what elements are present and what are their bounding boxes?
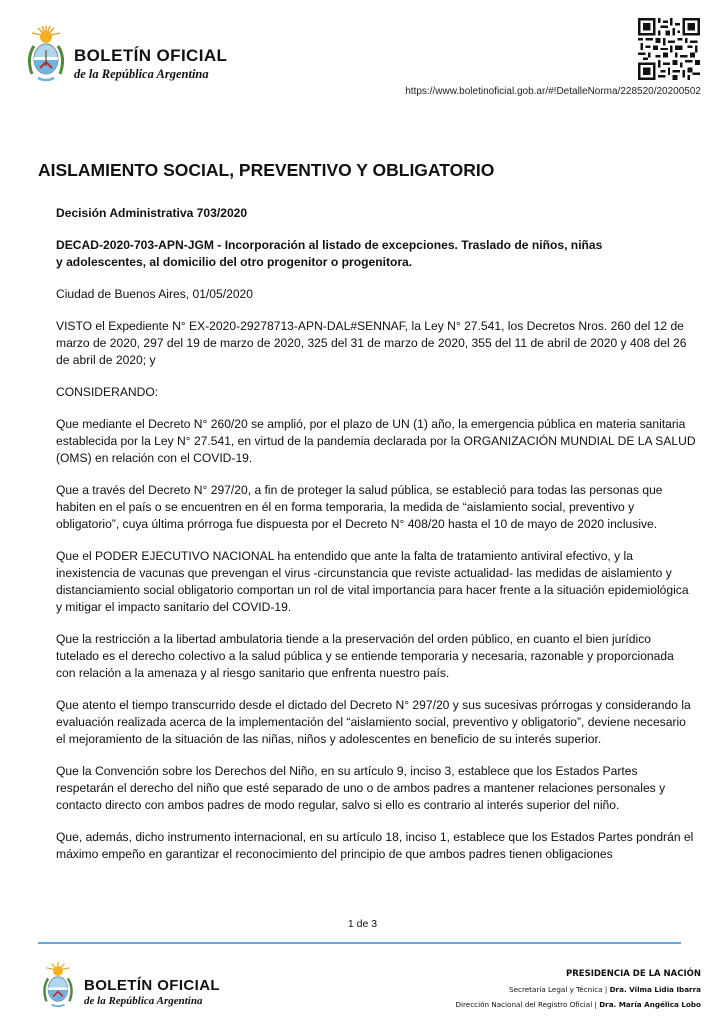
document-body <box>38 160 696 878</box>
coat-of-arms-icon <box>24 24 68 84</box>
page-title: AISLAMIENTO SOCIAL, PREVENTIVO Y OBLIGATORIO <box>38 160 495 180</box>
reference-code: DECAD-2020-703-APN-JGM - <box>56 238 222 252</box>
secretaria-credit <box>455 982 701 997</box>
paragraph-4: Que la restricción a la libertad ambulatoria tiende a la preservación del orden público, en cuanto el bien jurídico tutelado es el derecho colectivo a la salud pública y se entiende temporaria y necesaria, razonable y proporcionada con relación a la amenaza y al riesgo sanitario que enfrenta nuestro país. <box>56 632 674 680</box>
footer-brand-subtitle: de la República Argentina <box>84 995 203 1007</box>
paragraph-3: Que el PODER EJECUTIVO NACIONAL ha entendido que ante la falta de tratamiento antiviral efectivo, y la inexistencia de vacunas que prevengan el virus -circunstancia que reviste actualidad- las medidas de aislamiento y distanciamiento social obligatorio comportan un rol de vital importancia para hacer frente a la situación epidemiológica y mitigar el impacto sanitario del COVID-19. <box>56 549 689 614</box>
visto-paragraph: VISTO el Expediente N° EX-2020-29278713-APN-DAL#SENNAF, la Ley N° 27.541, los Decretos Nros. 260 del 12 de marzo de 2020, 297 del 19 de marzo de 2020, 325 del 31 de marzo de 2020, 355 del 11 de abril de 2020 y 408 del 26 de abril de 2020; y <box>56 319 687 367</box>
paragraph-7: Que, además, dicho instrumento internacional, en su artículo 18, inciso 1, establece que los Estados Partes pondrán el máximo empeño en garantizar el reconocimiento del principio de que ambos padres tienen obligaciones <box>56 830 694 861</box>
decision-summary <box>56 237 696 271</box>
coat-of-arms-icon <box>40 960 76 1010</box>
direccion-name: Dra. María Angélica Lobo <box>599 1000 701 1009</box>
brand-title: BOLETÍN OFICIAL <box>74 46 228 65</box>
reference-desc-2: y adolescentes, al domicilio del otro progenitor o progenitora. <box>56 255 413 269</box>
secretaria-label: Secretaría Legal y Técnica | <box>509 985 610 994</box>
direccion-credit <box>455 997 701 1012</box>
page-number: 1 de 3 <box>347 918 378 930</box>
footer-logo <box>40 960 240 1016</box>
paragraph-2: Que a través del Decreto N° 297/20, a fin de proteger la salud pública, se estableció para todas las personas que habiten en el país o se encuentren en él en forma temporaria, la medida de “aislamiento social, preventivo y obligatorio”, cuya última prórroga fue dispuesta por el Decreto N° 408/20 hasta el 10 de mayo de 2020 inclusive. <box>56 483 663 531</box>
paragraph-5: Que atento el tiempo transcurrido desde el dictado del Decreto N° 297/20 y sus sucesivas prórrogas y considerando la evaluación realizada acerca de la implementación del “aislamiento social, preventivo y obligatorio”, deviene necesario el mejoramiento de la situación de las niñas, niños y adolescentes en beneficio de su interés superior. <box>56 698 691 746</box>
document-url[interactable]: https://www.boletinoficial.gob.ar/#!DetalleNorma/228520/20200502 <box>405 86 701 97</box>
considerando-heading: CONSIDERANDO: <box>56 385 159 399</box>
presidency-label: PRESIDENCIA DE LA NACIÓN <box>566 969 701 979</box>
place-date: Ciudad de Buenos Aires, 01/05/2020 <box>56 287 254 301</box>
paragraph-6: Que la Convención sobre los Derechos del Niño, en su artículo 9, inciso 3, establece que los Estados Partes respetarán el derecho del niño que esté separado de uno o de ambos padres a mantener relaciones personales y contacto directo con ambos padres de modo regular, salvo si ello es contrario al interés superior del niño. <box>56 764 666 812</box>
direccion-label: Dirección Nacional del Registro Oficial | <box>455 1000 600 1009</box>
decision-number: Decisión Administrativa 703/2020 <box>56 206 248 220</box>
footer-credits <box>455 967 701 1012</box>
footer-brand-title: BOLETÍN OFICIAL <box>84 977 220 994</box>
brand-subtitle: de la República Argentina <box>74 67 209 81</box>
footer-divider <box>38 942 681 944</box>
paragraph-1: Que mediante el Decreto N° 260/20 se amplió, por el plazo de UN (1) año, la emergencia pública en materia sanitaria establecida por la Ley N° 27.541, en virtud de la pandemia declarada por la ORGANIZACIÓN MUNDIAL DE LA SALUD (OMS) en relación con el COVID-19. <box>56 417 696 465</box>
secretaria-name: Dra. Vilma Lidia Ibarra <box>609 985 701 994</box>
qr-code-icon <box>638 18 700 80</box>
reference-desc-1: Incorporación al listado de excepciones. Traslado de niños, niñas <box>221 238 603 252</box>
boletin-oficial-logo <box>24 24 234 88</box>
